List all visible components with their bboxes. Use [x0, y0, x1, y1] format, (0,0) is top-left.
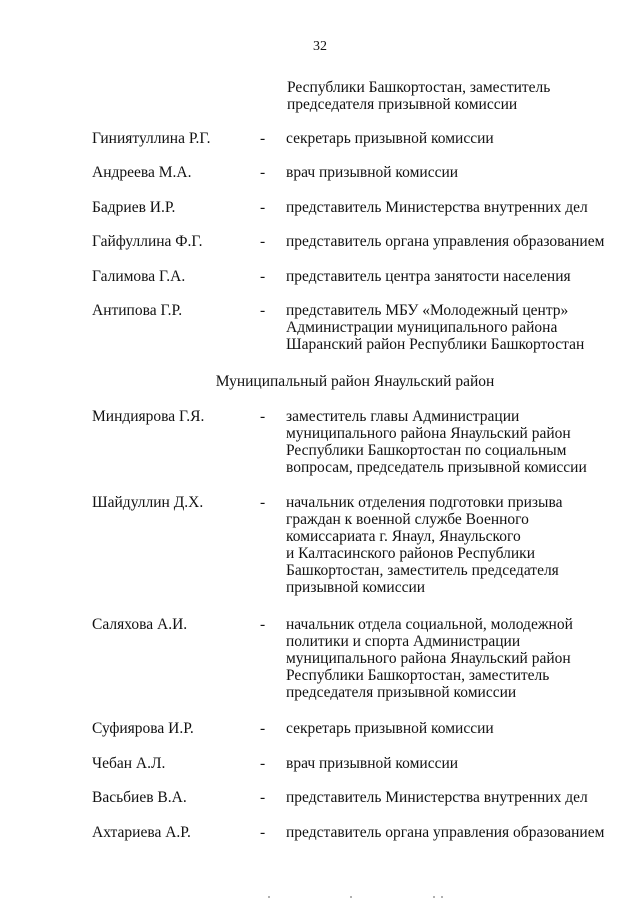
member-role: начальник отдела социальной, молодежной политики и спорта Администрации муниципального района Янаульский район Республики Башкортостан, заместитель председателя призывной комиссии: [286, 616, 573, 701]
scan-dot: [350, 896, 352, 898]
member-name: Шайдуллин Д.Х.: [92, 494, 204, 511]
member-name: Чебан А.Л.: [92, 755, 166, 772]
dash-separator: -: [260, 130, 266, 147]
member-role: представитель органа управления образованием: [286, 233, 605, 250]
member-name: Саляхова А.И.: [92, 616, 188, 633]
member-role: врач призывной комиссии: [286, 164, 459, 181]
member-role: представитель Министерства внутренних дел: [286, 789, 588, 806]
member-role: представитель органа управления образованием: [286, 824, 605, 841]
scan-dot: [441, 896, 443, 898]
dash-separator: -: [260, 199, 266, 216]
member-name: Гиниятуллина Р.Г.: [92, 130, 211, 147]
page-number: 32: [313, 39, 327, 54]
member-name: Гайфуллина Ф.Г.: [92, 233, 203, 250]
member-role: представитель МБУ «Молодежный центр» Администрации муниципального района Шаранский район Республики Башкортостан: [286, 302, 585, 353]
member-role: секретарь призывной комиссии: [286, 720, 494, 737]
dash-separator: -: [260, 408, 266, 425]
section-heading: Муниципальный район Янаульский район: [215, 373, 495, 390]
dash-separator: -: [260, 755, 266, 772]
member-role: начальник отделения подготовки призыва граждан к военной службе Военного комиссариата г. Янаул, Янаульского и Калтасинского районов Республики Башкортостан, заместитель председателя призывной комиссии: [286, 494, 563, 596]
dash-separator: -: [260, 268, 266, 285]
dash-separator: -: [260, 302, 266, 319]
dash-separator: -: [260, 494, 266, 511]
member-name: Галимова Г.А.: [92, 268, 186, 285]
member-name: Андреева М.А.: [92, 164, 192, 181]
member-name: Антипова Г.Р.: [92, 302, 183, 319]
member-name: Ахтариева А.Р.: [92, 824, 191, 841]
scan-dot: [433, 896, 435, 898]
member-role: заместитель главы Администрации муниципального района Янаульский район Республики Башкортостан по социальным вопросам, председатель призывной комиссии: [286, 408, 587, 476]
member-name: Миндиярова Г.Я.: [92, 408, 205, 425]
dash-separator: -: [260, 720, 266, 737]
dash-separator: -: [260, 824, 266, 841]
dash-separator: -: [260, 233, 266, 250]
member-name: Васьбиев В.А.: [92, 789, 187, 806]
dash-separator: -: [260, 789, 266, 806]
member-name: Бадриев И.Р.: [92, 199, 176, 216]
member-role: врач призывной комиссии: [286, 755, 459, 772]
dash-separator: -: [260, 164, 266, 181]
dash-separator: -: [260, 616, 266, 633]
continuation-text: Республики Башкортостан, заместитель председателя призывной комиссии: [287, 79, 551, 113]
scan-marks: [0, 896, 640, 902]
scan-dot: [268, 896, 270, 898]
member-role: представитель центра занятости населения: [286, 268, 571, 285]
member-role: представитель Министерства внутренних дел: [286, 199, 588, 216]
member-name: Суфиярова И.Р.: [92, 720, 194, 737]
member-role: секретарь призывной комиссии: [286, 130, 494, 147]
